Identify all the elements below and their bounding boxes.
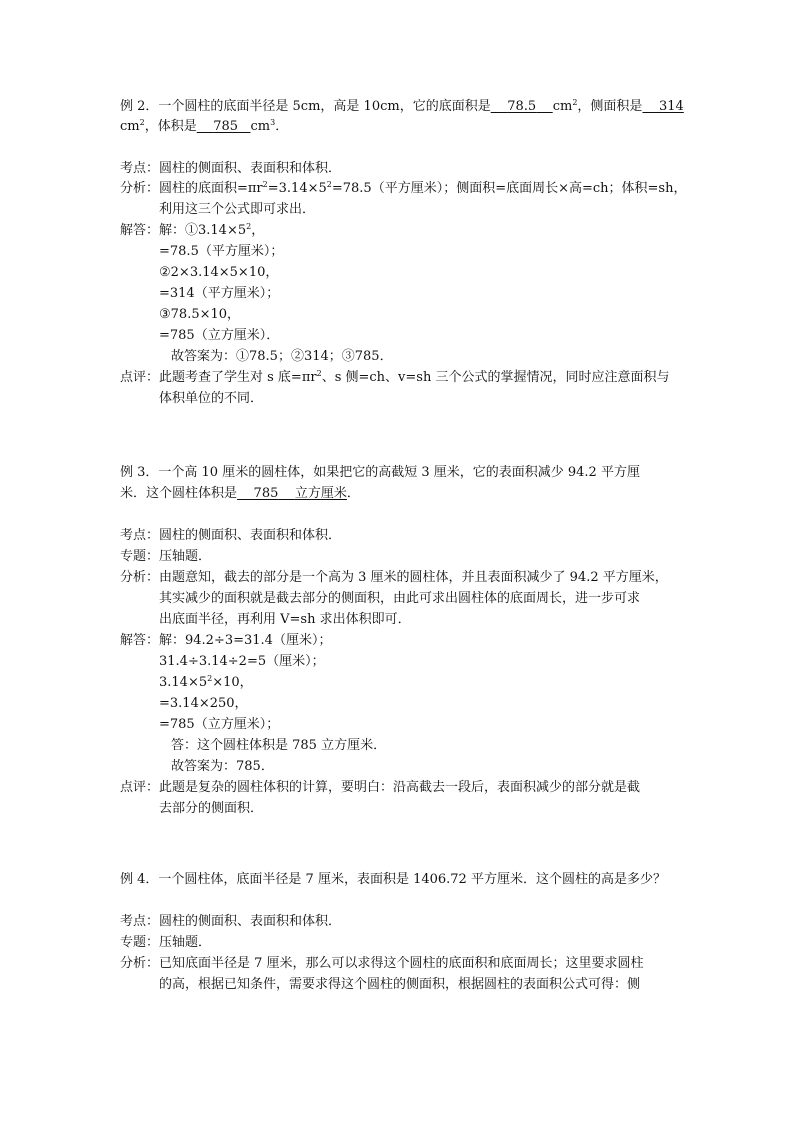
example-2-comment-line-1: 点评：此题考查了学生对 s 底$=\pi r^2$、s 侧=ch、v=sh 三个公式的掌握情况，同时应注意面积与	[120, 369, 670, 385]
example-3-question-line-2: 米．这个圆柱体积是 785 立方厘米．	[120, 486, 360, 501]
example-2-solution-line-5: ③78.5×10，	[159, 307, 241, 322]
example-3-solution-line-5: =785（立方厘米）；	[159, 717, 280, 732]
question-text: 例 2．一个圆柱的底面半径是 5cm，高是 10cm，它的底面积是	[120, 99, 491, 114]
example-3-solution-line-3: $3.14\times 5^2\times 10$，	[159, 674, 253, 690]
example-3-solution-line-7: 故答案为：785．	[171, 759, 274, 774]
example-2-solution-line-6: =785（立方厘米）．	[159, 328, 280, 343]
example-3-solution-line-4: =3.14×250，	[159, 696, 248, 711]
example-3-solution-line-2: 31.4÷3.14÷2=5（厘米）；	[159, 654, 325, 669]
example-3-analysis-line-2: 其实减少的面积就是截去部分的侧面积，由此可求出圆柱体的底面周长，进一步可求	[159, 591, 641, 606]
example-4-zhuanti: 专题：压轴题．	[120, 935, 212, 950]
example-3-comment-line-1: 点评：此题是复杂的圆柱体积的计算，要明白：沿高截去一段后，表面积减少的部分就是截	[120, 780, 641, 795]
example-3-solution-line-6: 答：这个圆柱体积是 785 立方厘米．	[171, 738, 387, 753]
answer-blank-base-area: 78.5	[507, 99, 537, 114]
example-3-comment-line-2: 去部分的侧面积．	[159, 801, 264, 816]
answer-blank-volume: 785	[213, 119, 239, 134]
example-3-question-line-1: 例 3．一个高 10 厘米的圆柱体，如果把它的高截短 3 厘米，它的表面积减少 94.2 平方厘	[120, 465, 640, 480]
example-2-analysis-line-2: 利用这三个公式即可求出．	[159, 202, 316, 217]
example-4-analysis-line-2: 的高，根据已知条件，需要求得这个圆柱的侧面积，根据圆柱的表面积公式可得：侧	[159, 977, 641, 992]
answer-blank-volume: 785 立方厘米	[253, 486, 347, 501]
example-2-solution-line-2: =78.5（平方厘米）；	[159, 244, 284, 259]
example-3-analysis-line-1: 分析：由题意知，截去的部分是一个高为 3 厘米的圆柱体，并且表面积减少了 94.2 平方厘米，	[120, 570, 668, 585]
example-2-kaodian: 考点：圆柱的侧面积、表面积和体积．	[120, 161, 342, 176]
example-3-zhuanti: 专题：压轴题．	[120, 549, 212, 564]
example-2-solution-line-1: 解答：解：$①3.14\times 5^2$，	[120, 222, 265, 238]
example-2-solution-line-3: ②2×3.14×5×10，	[159, 265, 279, 280]
example-4-question: 例 4．一个圆柱体，底面半径是 7 厘米，表面积是 1406.72 平方厘米．这个圆柱的高是多少？	[120, 872, 666, 887]
example-3-solution-line-1: 解答：解：94.2÷3=31.4（厘米）；	[120, 633, 332, 648]
example-2-comment-line-2: 体积单位的不同．	[159, 391, 264, 406]
example-4-analysis-line-1: 分析：已知底面半径是 7 厘米，那么可以求得这个圆柱的底面积和底面周长；这里要求圆柱	[120, 956, 644, 971]
example-3-analysis-line-3: 出底面半径，再利用 V=sh 求出体积即可．	[159, 612, 411, 627]
example-2-solution-line-7: 故答案为：①78.5；②314；③785．	[171, 349, 393, 364]
example-2-solution-line-4: =314（平方厘米）；	[159, 286, 280, 301]
example-2-question-line-1: 例 2．一个圆柱的底面半径是 5cm，高是 10cm，它的底面积是 78.5 $cm^2$，侧面积是 314	[120, 98, 684, 114]
example-4-kaodian: 考点：圆柱的侧面积、表面积和体积．	[120, 914, 342, 929]
example-2-analysis-line-1: 分析：圆柱的底面积$=\pi r^2=3.14\times 5^2=78.5$（平方厘米）；侧面积=底面周长×高=ch；体积=sh，	[120, 180, 687, 196]
example-3-kaodian: 考点：圆柱的侧面积、表面积和体积．	[120, 528, 342, 543]
example-2-question-line-2: $cm^2$，体积是 785 $cm^3$．	[120, 118, 289, 134]
answer-blank-lateral-area: 314	[658, 99, 684, 114]
